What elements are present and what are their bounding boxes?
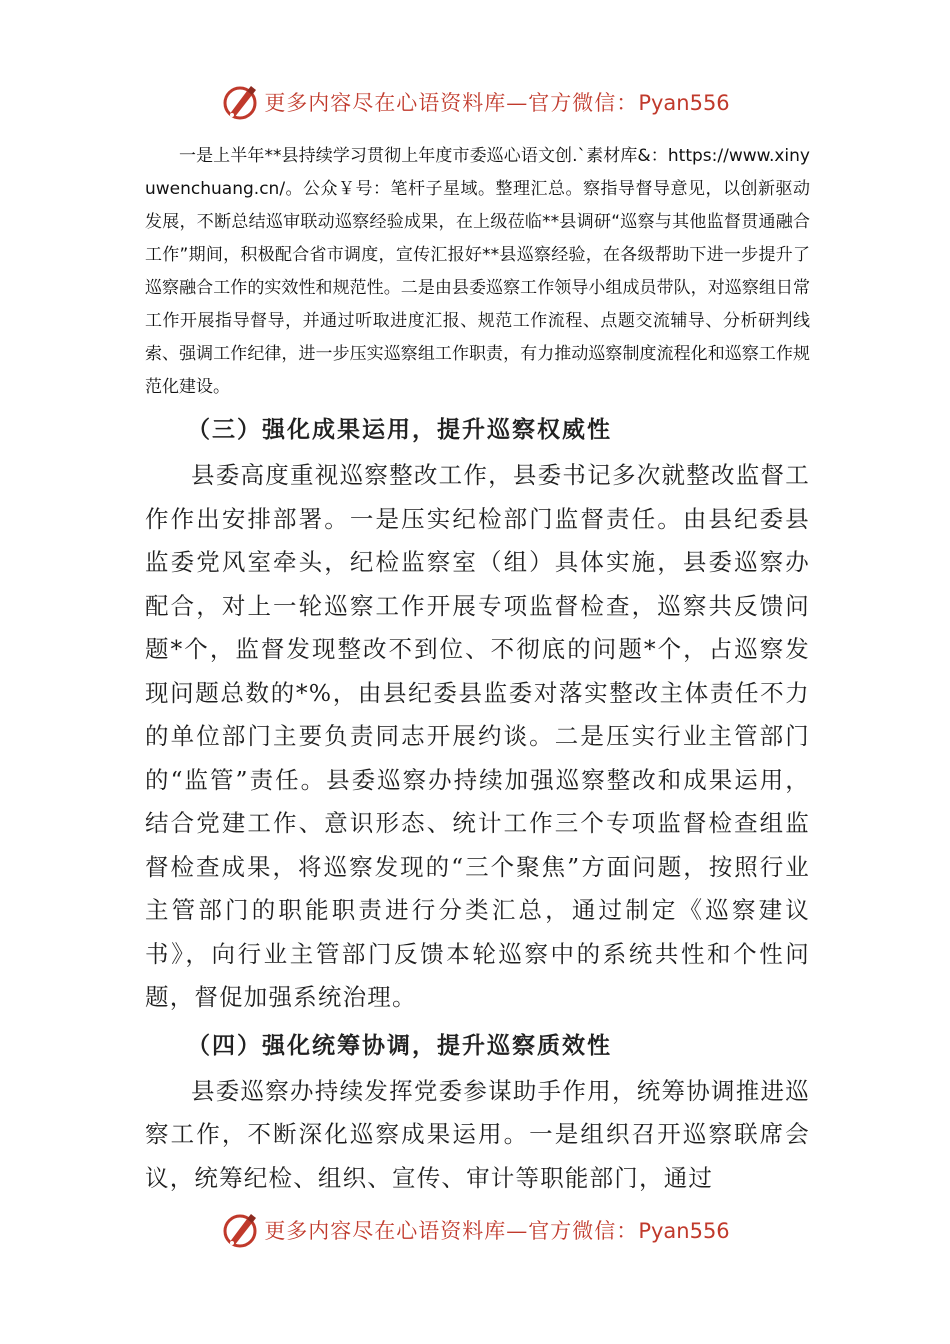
paragraph-section-3: 县委高度重视巡察整改工作，县委书记多次就整改监督工作作出安排部署。一是压实纪检部门监督责任。由县纪委县监委党风室牵头，纪检监察室（组）具体实施，县委巡察办配合，对上一轮巡察工作开展专项监督检查，巡察共反馈问题*个，监督发现整改不到位、不彻底的问题*个，占巡察发现问题总数的*%，由县纪委县监委对落实整改主体责任不力的单位部门主要负责同志开展约谈。二是压实行业主管部门的“监管”责任。县委巡察办持续加强巡察整改和成果运用，结合党建工作、意识形态、统计工作三个专项监督检查组监督检查成果，将巡察发现的“三个聚焦”方面问题，按照行业主管部门的职能职责进行分类汇总，通过制定《巡察建议书》，向行业主管部门反馈本轮巡察中的系统共性和个性问题，督促加强系统治理。 [145,461,810,1011]
banner-wechat-handle: Pyan556 [638,1219,730,1243]
section-heading-4: （四）强化统筹协调，提升巡察质效性 [187,1032,612,1059]
header-watermark-banner [0,80,950,124]
paragraph-intro: 一是上半年**县持续学习贯彻上年度市委巡心语文创.`素材库&：https://www.xinyuwenchuang.cn/。公众￥号：笔杆子星域。整理汇总。察指导督导意见，以创新驱动发展，不断总结巡审联动巡察经验成果，在上级莅临**县调研“巡察与其他监督贯通融合工作”期间，积极配合省市调度，宣传汇报好**县巡察经验，在各级帮助下进一步提升了巡察融合工作的实效性和规范性。二是由县委巡察工作领导小组成员带队，对巡察组日常工作开展指导督导，并通过听取进度汇报、规范工作流程、点题交流辅导、分析研判线索、强调工作纪律，进一步压实巡察组工作职责，有力推动巡察制度流程化和巡察工作规范化建设。 [145,146,810,397]
pen-logo-icon [220,82,260,122]
pen-logo-icon [220,1210,260,1250]
paragraph-section-4: 县委巡察办持续发挥党委参谋助手作用，统筹协调推进巡察工作，不断深化巡察成果运用。一是组织召开巡察联席会议，统筹纪检、组织、宣传、审计等职能部门，通过 [145,1076,810,1192]
section-heading-3: （三）强化成果运用，提升巡察权威性 [187,417,612,443]
banner-text: 更多内容尽在心语资料库—官方微信：Pyan556 [264,91,730,115]
document-body [145,140,810,1200]
banner-wechat-handle: Pyan556 [638,91,730,115]
banner-text: 更多内容尽在心语资料库—官方微信：Pyan556 [264,1219,730,1243]
footer-watermark-banner [0,1208,950,1252]
